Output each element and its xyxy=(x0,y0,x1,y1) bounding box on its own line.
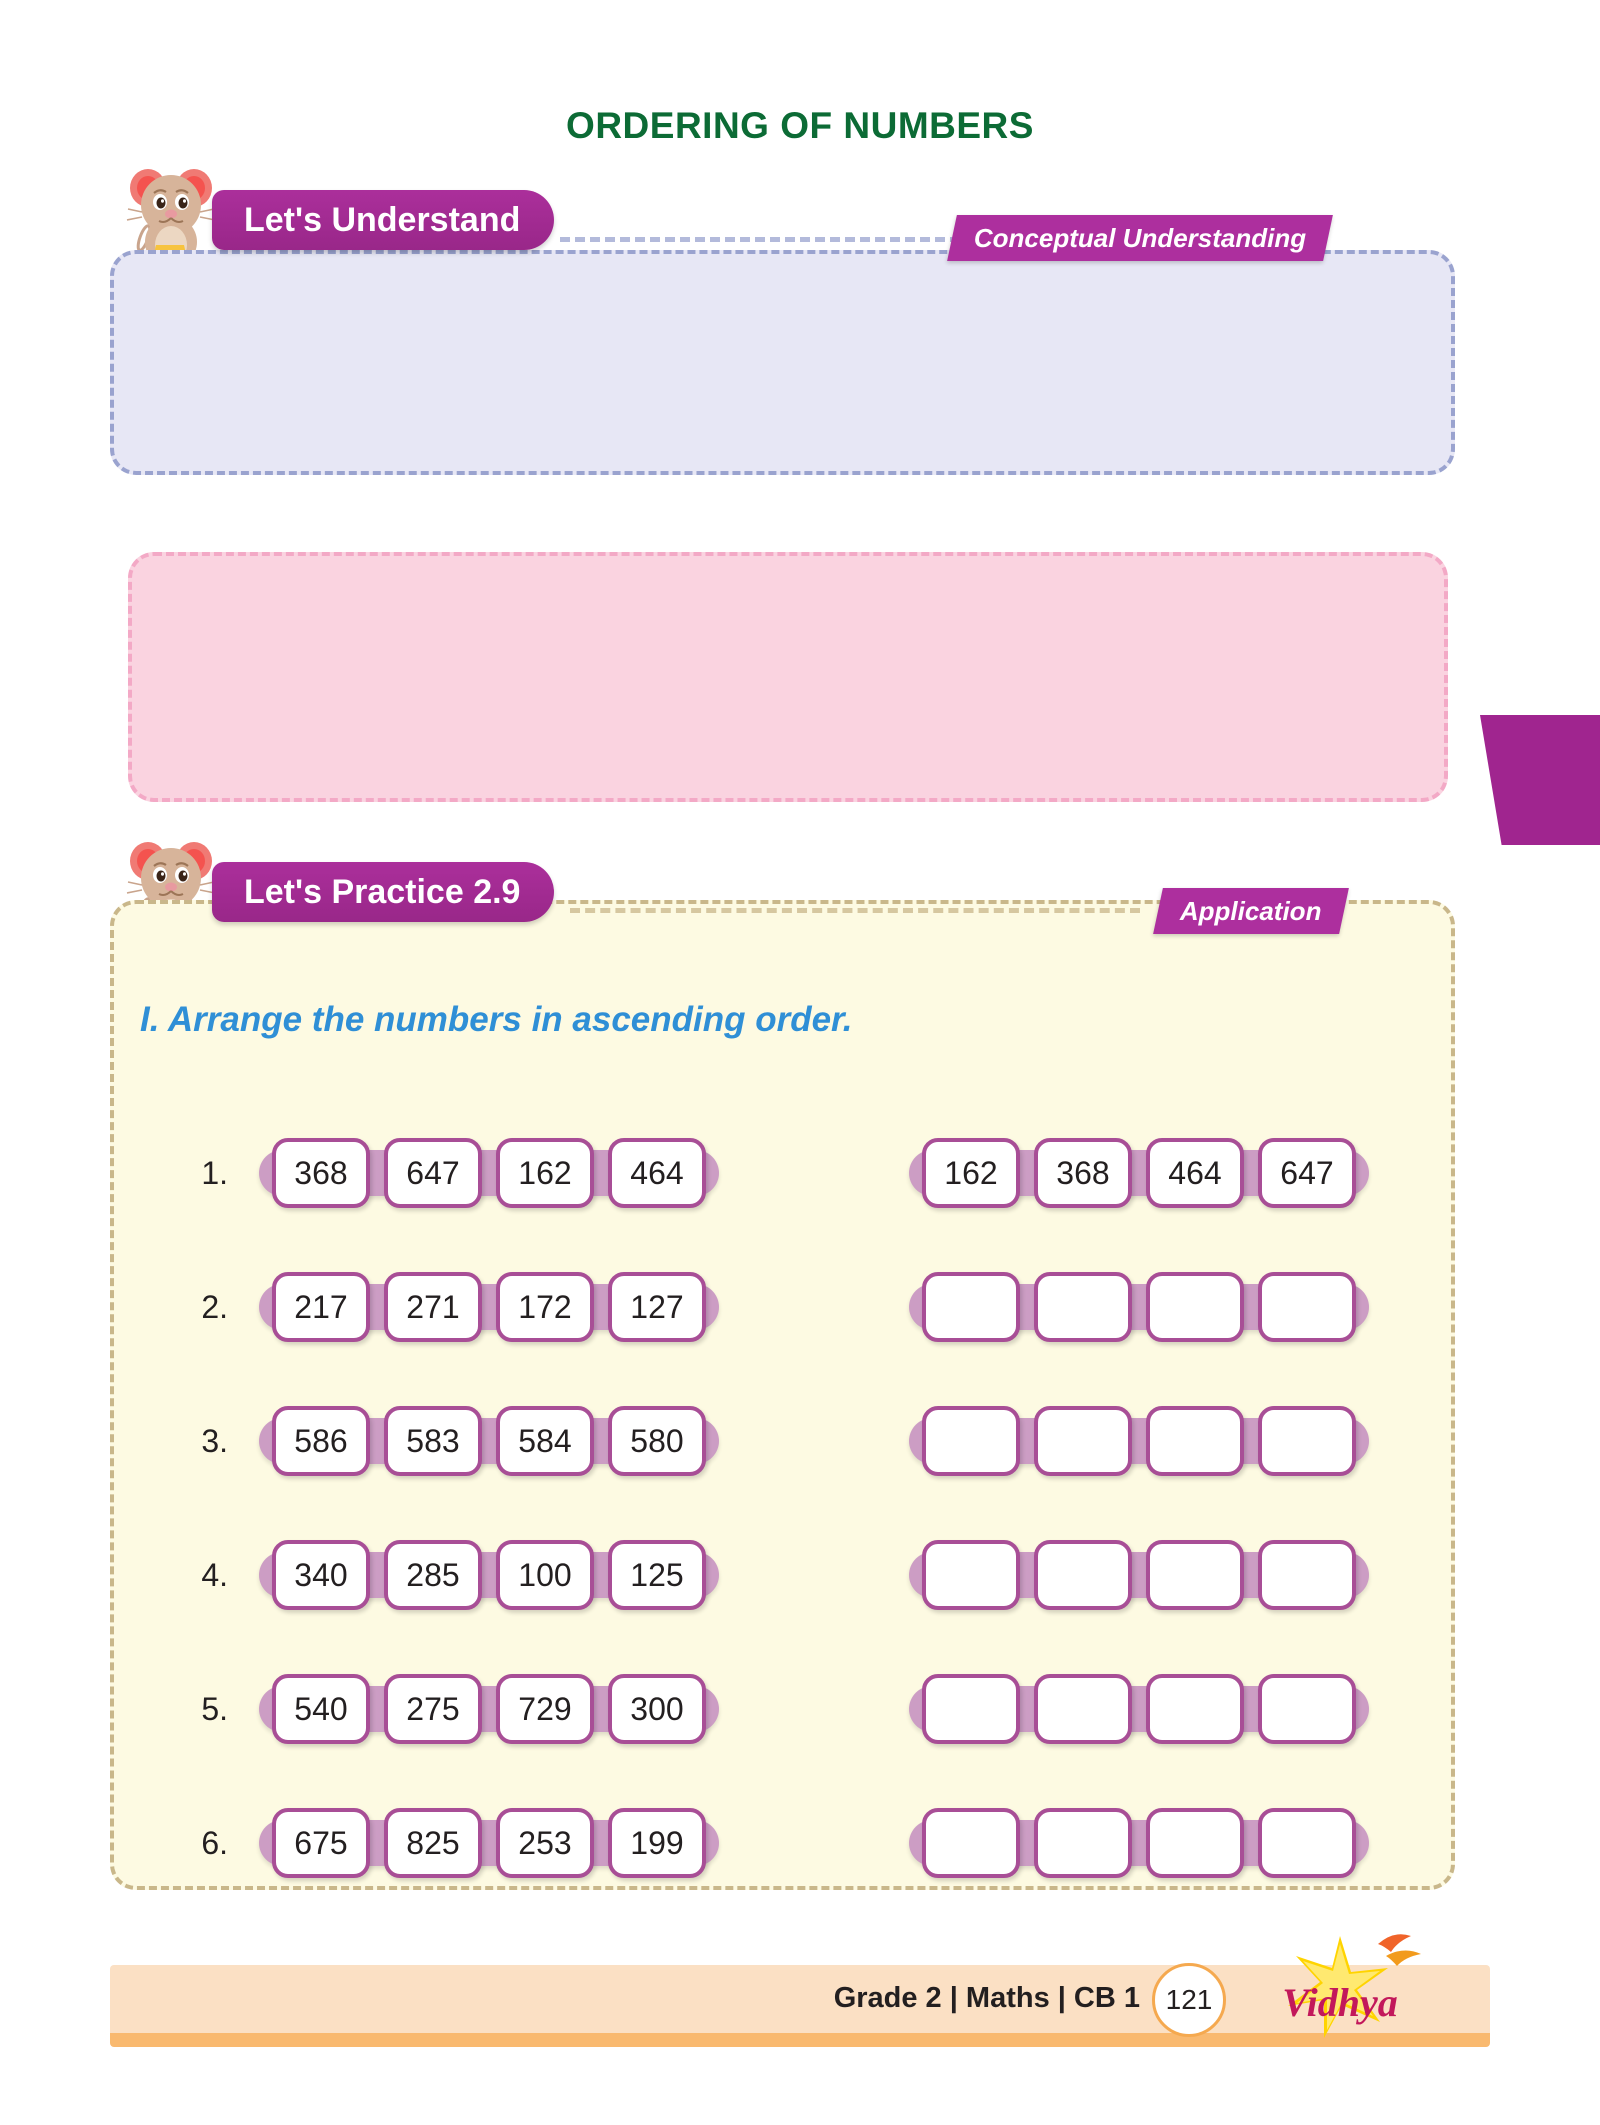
practice-row xyxy=(0,1138,1400,1208)
side-page-tab xyxy=(1480,715,1600,845)
given-number-box: 172 xyxy=(496,1272,594,1342)
answer-number-box[interactable] xyxy=(1146,1272,1244,1342)
answer-number-box[interactable] xyxy=(1034,1272,1132,1342)
footer-text: Grade 2 | Maths | CB 1 xyxy=(833,1982,1140,2014)
answer-number-box[interactable] xyxy=(1034,1540,1132,1610)
answer-number-box[interactable]: 647 xyxy=(1258,1138,1356,1208)
vidhya-logo xyxy=(1228,1930,1458,2060)
understand-dash-connector xyxy=(560,237,960,242)
row-number: 3. xyxy=(201,1422,228,1459)
given-number-box: 162 xyxy=(496,1138,594,1208)
answer-number-box[interactable] xyxy=(1034,1808,1132,1878)
given-number-box: 586 xyxy=(272,1406,370,1476)
practice-row xyxy=(0,1272,1400,1342)
application-badge xyxy=(1153,888,1348,934)
practice-row xyxy=(0,1808,1400,1878)
given-number-box: 127 xyxy=(608,1272,706,1342)
given-number-chain xyxy=(272,1406,706,1476)
answer-number-box[interactable]: 464 xyxy=(1146,1138,1244,1208)
answer-number-chain xyxy=(922,1272,1356,1342)
practice-row xyxy=(0,1406,1400,1476)
given-number-box: 271 xyxy=(384,1272,482,1342)
answer-number-chain xyxy=(922,1674,1356,1744)
answer-number-box[interactable] xyxy=(1258,1674,1356,1744)
given-number-box: 100 xyxy=(496,1540,594,1610)
answer-number-box[interactable] xyxy=(922,1272,1020,1342)
given-number-box: 217 xyxy=(272,1272,370,1342)
practice-dash-connector xyxy=(570,908,1140,913)
row-number: 4. xyxy=(201,1556,228,1593)
given-number-box: 275 xyxy=(384,1674,482,1744)
logo-wordmark: Vidhya xyxy=(1282,1980,1398,2025)
understand-content-box xyxy=(110,250,1455,475)
given-number-box: 253 xyxy=(496,1808,594,1878)
lets-understand-label: Let's Understand xyxy=(244,200,521,239)
given-number-box: 580 xyxy=(608,1406,706,1476)
answer-number-chain xyxy=(922,1808,1356,1878)
row-number: 5. xyxy=(201,1690,228,1727)
conceptual-understanding-label: Conceptual Understanding xyxy=(974,222,1307,253)
lets-practice-pill xyxy=(212,862,554,922)
given-number-box: 300 xyxy=(608,1674,706,1744)
page-title: ORDERING OF NUMBERS xyxy=(566,105,1034,146)
given-number-box: 675 xyxy=(272,1808,370,1878)
answer-number-box[interactable] xyxy=(1146,1808,1244,1878)
answer-number-chain xyxy=(922,1540,1356,1610)
application-label: Application xyxy=(1180,895,1322,926)
given-number-box: 285 xyxy=(384,1540,482,1610)
given-number-box: 125 xyxy=(608,1540,706,1610)
answer-number-box[interactable] xyxy=(922,1540,1020,1610)
answer-number-box[interactable] xyxy=(1146,1540,1244,1610)
answer-number-box[interactable] xyxy=(1258,1272,1356,1342)
lets-understand-pill xyxy=(212,190,554,250)
row-number: 2. xyxy=(201,1288,228,1325)
answer-number-box[interactable]: 368 xyxy=(1034,1138,1132,1208)
row-number: 6. xyxy=(201,1824,228,1861)
given-number-chain xyxy=(272,1540,706,1610)
given-number-chain xyxy=(272,1272,706,1342)
practice-row xyxy=(0,1540,1400,1610)
given-number-box: 825 xyxy=(384,1808,482,1878)
lets-practice-label: Let's Practice 2.9 xyxy=(244,872,521,911)
answer-number-box[interactable] xyxy=(922,1406,1020,1476)
given-number-chain xyxy=(272,1808,706,1878)
answer-number-box[interactable] xyxy=(1258,1540,1356,1610)
row-number: 1. xyxy=(201,1154,228,1191)
answer-number-box[interactable] xyxy=(1146,1674,1244,1744)
given-number-box: 647 xyxy=(384,1138,482,1208)
given-number-box: 583 xyxy=(384,1406,482,1476)
given-number-box: 464 xyxy=(608,1138,706,1208)
given-number-box: 540 xyxy=(272,1674,370,1744)
answer-number-box[interactable] xyxy=(1034,1406,1132,1476)
answer-number-box[interactable] xyxy=(1146,1406,1244,1476)
page-number-badge: 121 xyxy=(1152,1963,1226,2037)
answer-number-box[interactable] xyxy=(922,1674,1020,1744)
conceptual-understanding-badge xyxy=(947,215,1333,261)
given-number-chain xyxy=(272,1138,706,1208)
given-number-box: 368 xyxy=(272,1138,370,1208)
answer-number-box[interactable]: 162 xyxy=(922,1138,1020,1208)
question-heading: I. Arrange the numbers in ascending order. xyxy=(140,1000,853,1039)
practice-row xyxy=(0,1674,1400,1744)
given-number-box: 340 xyxy=(272,1540,370,1610)
answer-number-box[interactable] xyxy=(1034,1674,1132,1744)
given-number-chain xyxy=(272,1674,706,1744)
given-number-box: 584 xyxy=(496,1406,594,1476)
answer-number-chain xyxy=(922,1406,1356,1476)
answer-number-box[interactable] xyxy=(1258,1808,1356,1878)
answer-number-chain xyxy=(922,1138,1356,1208)
given-number-box: 729 xyxy=(496,1674,594,1744)
answer-number-box[interactable] xyxy=(922,1808,1020,1878)
example-box xyxy=(128,552,1448,802)
answer-number-box[interactable] xyxy=(1258,1406,1356,1476)
given-number-box: 199 xyxy=(608,1808,706,1878)
